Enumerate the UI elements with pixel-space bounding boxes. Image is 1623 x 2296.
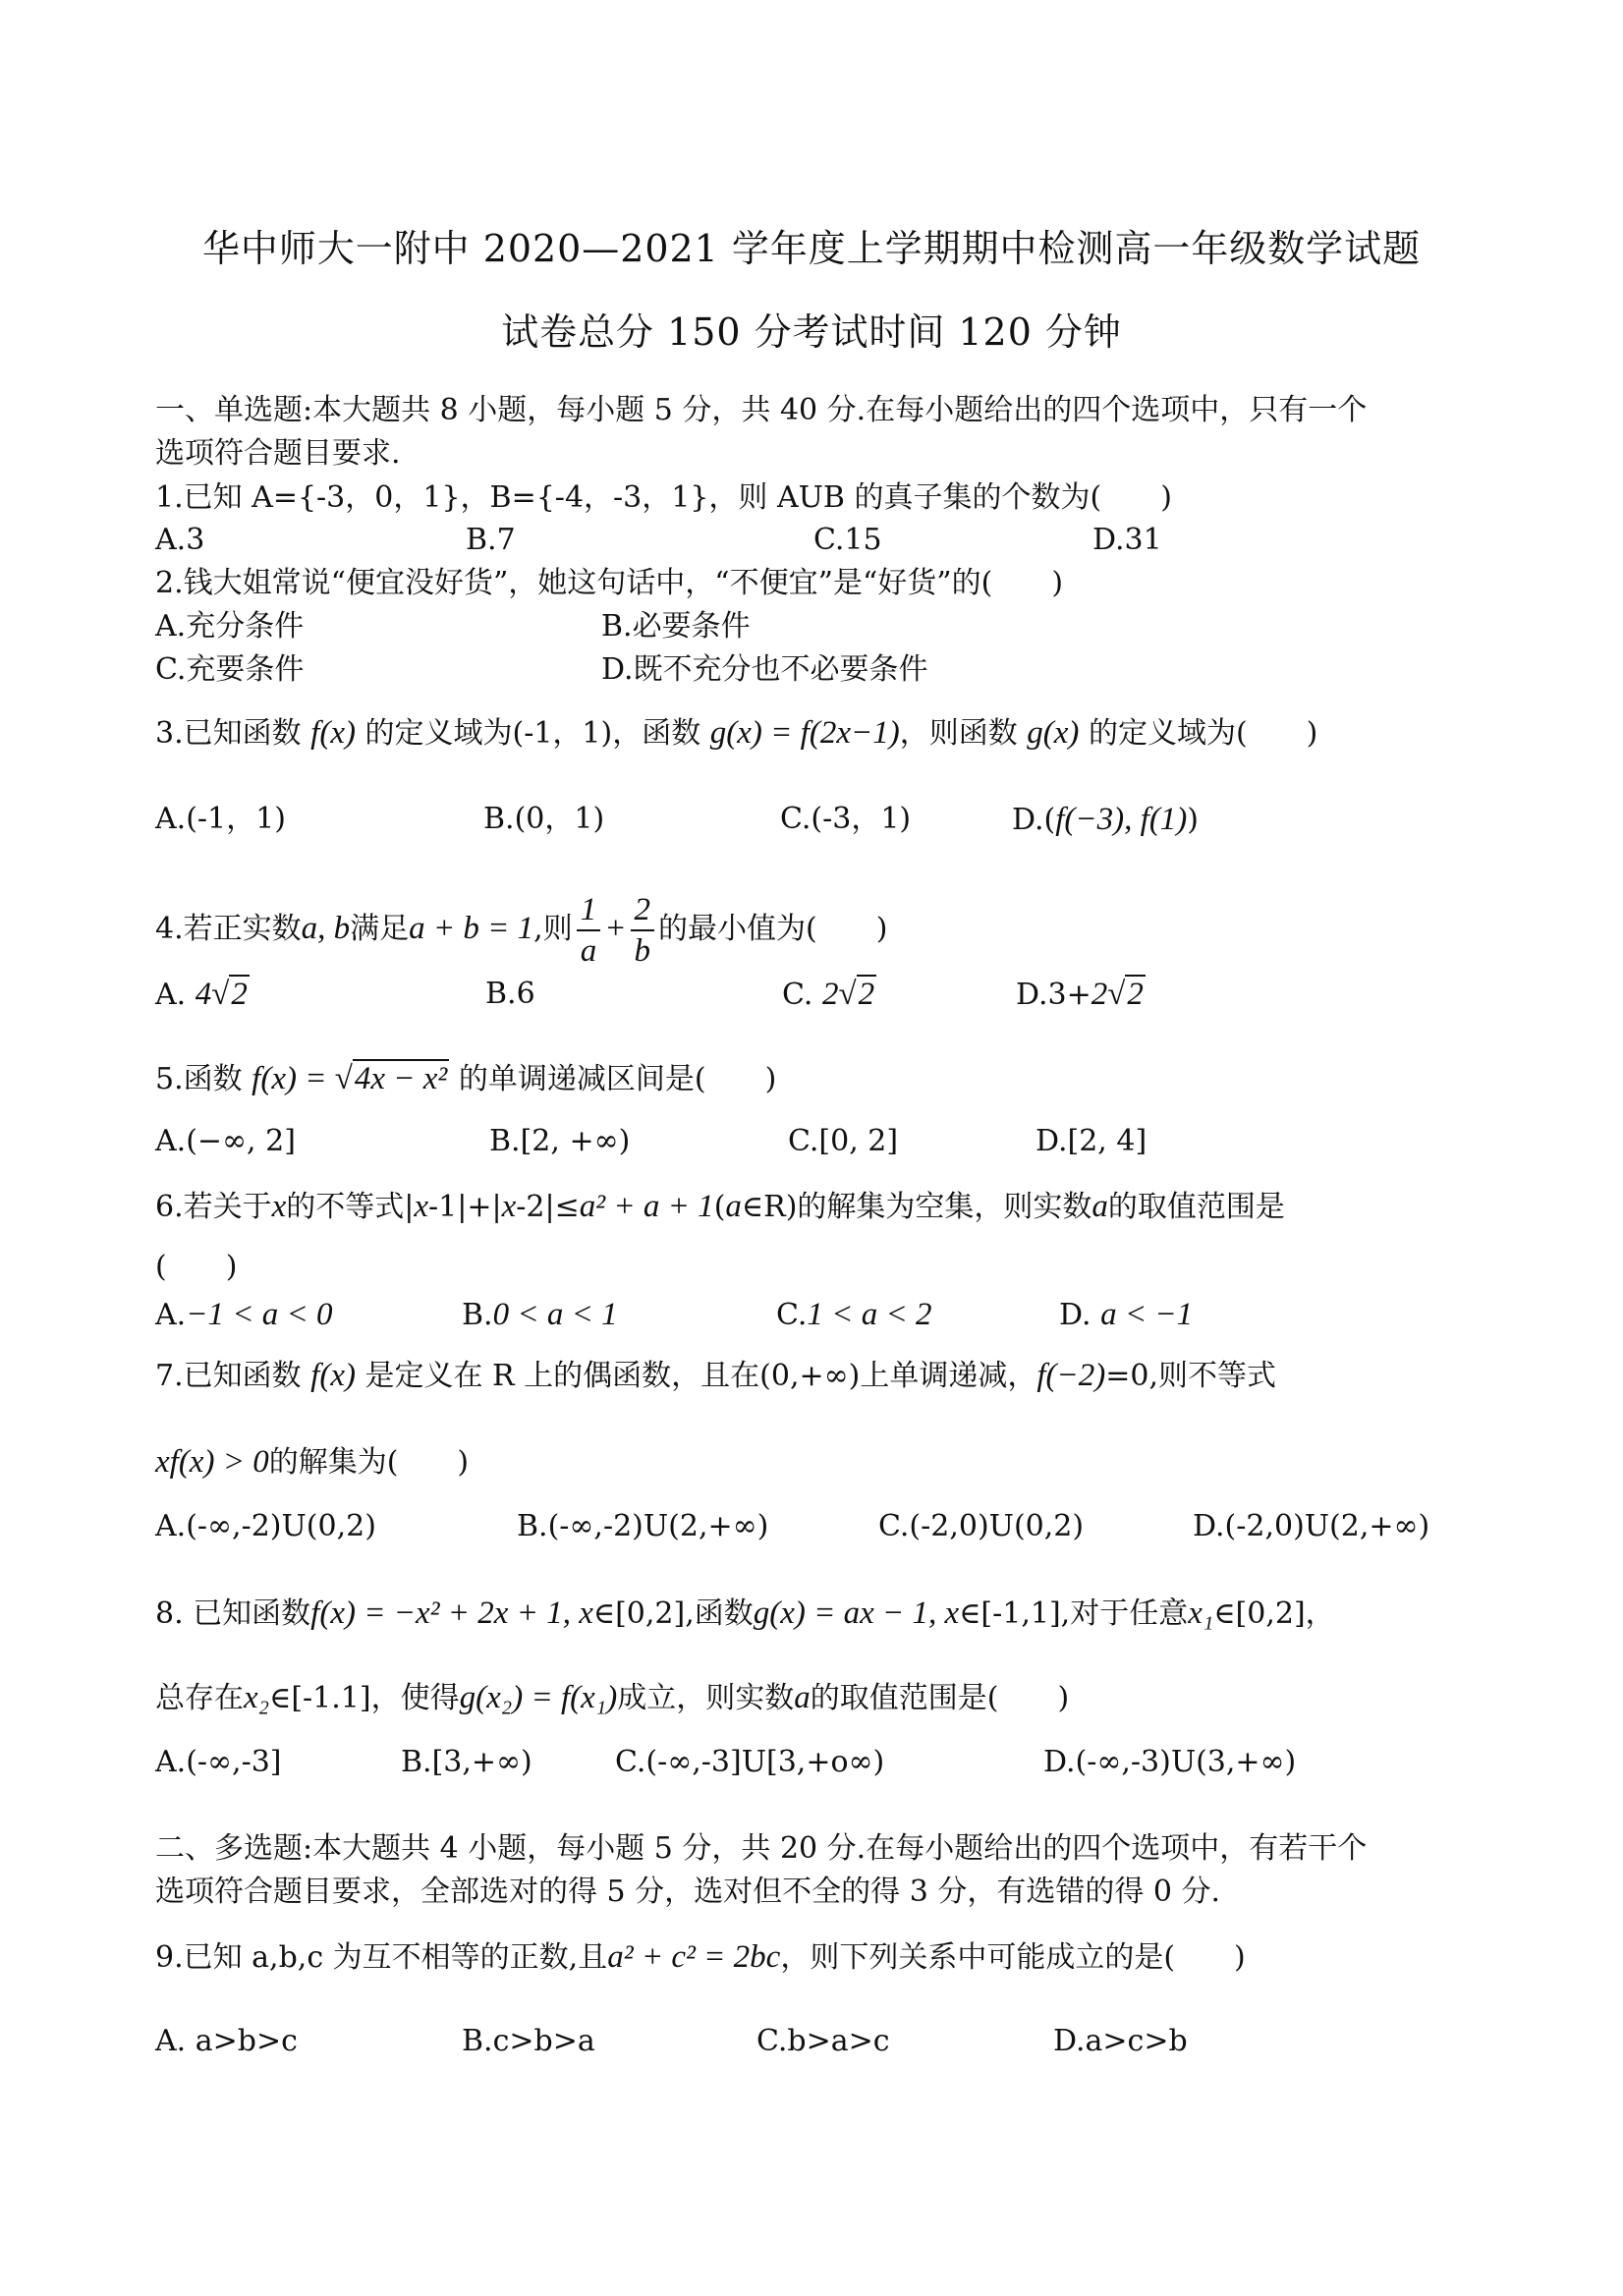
q2-option-b: B.必要条件 bbox=[601, 609, 751, 644]
q3-stem: 3.已知函数 f(x) 的定义域为(-1，1)，函数 g(x) = f(2x−1)，则函数 g(x) 的定义域为( ) bbox=[155, 715, 1318, 751]
q9-option-b: B.c>b>a bbox=[462, 2024, 595, 2058]
q8-option-c: C.(-∞,-3]U[3,+o∞) bbox=[615, 1745, 885, 1779]
q4-option-d: D.3+2√2 bbox=[1016, 977, 1144, 1012]
q9-option-a: A. a>b>c bbox=[155, 2024, 298, 2058]
q4-option-a: A. 4√2 bbox=[155, 977, 248, 1012]
q5-stem: 5.函数 f(x) = √4x − x² 的单调递减区间是( ) bbox=[155, 1061, 777, 1096]
q3-option-d: D.(f(−3), f(1)) bbox=[1012, 802, 1200, 837]
q1-option-a: A.3 bbox=[155, 523, 205, 557]
q6-option-a: A.−1 < a < 0 bbox=[155, 1297, 333, 1332]
exam-subtitle: 试卷总分 150 分考试时间 120 分钟 bbox=[501, 310, 1122, 354]
section2-intro-line2: 选项符合题目要求，全部选对的得 5 分，选对但不全的得 3 分，有选错的得 0 分. bbox=[155, 1875, 1221, 1909]
q6-stem: 6.若关于x的不等式|x-1|+|x-2|≤a² + a + 1(a∈R)的解集为空集，则实数a的取值范围是 bbox=[155, 1189, 1285, 1224]
section1-intro-line1: 一、单选题:本大题共 8 小题，每小题 5 分，共 40 分.在每小题给出的四个选项中，只有一个 bbox=[155, 393, 1368, 427]
q1-option-b: B.7 bbox=[466, 523, 516, 557]
q2-option-a: A.充分条件 bbox=[155, 609, 305, 644]
q4-fraction-1: $\frac{1}{a}$ bbox=[577, 890, 601, 971]
section1-intro-line2: 选项符合题目要求. bbox=[155, 436, 401, 471]
q4-option-c: C. 2√2 bbox=[782, 977, 875, 1012]
q7-stem-line2: xf(x) > 0的解集为( ) bbox=[155, 1444, 470, 1480]
q3-option-a: A.(-1，1) bbox=[155, 802, 286, 836]
q7-stem: 7.已知函数 f(x) 是定义在 R 上的偶函数，且在(0,+∞)上单调递减，f(−2)=0,则不等式 bbox=[155, 1358, 1277, 1393]
q6-option-b: B.0 < a < 1 bbox=[462, 1297, 618, 1332]
q8-stem: 8. 已知函数f(x) = −x² + 2x + 1, x∈[0,2],函数g(x) = ax − 1, x∈[-1,1],对于任意x₁∈[0,2]， bbox=[155, 1596, 1335, 1631]
q3-option-c: C.(-3，1) bbox=[780, 802, 912, 836]
q4-option-b: B.6 bbox=[485, 977, 535, 1011]
q9-option-d: D.a>c>b bbox=[1053, 2024, 1188, 2058]
q7-option-a: A.(-∞,-2)U(0,2) bbox=[155, 1509, 376, 1543]
q7-option-c: C.(-2,0)U(0,2) bbox=[878, 1509, 1085, 1543]
q6-stem-line2: ( ) bbox=[155, 1250, 238, 1284]
q7-option-b: B.(-∞,-2)U(2,+∞) bbox=[517, 1509, 769, 1543]
q8-option-a: A.(-∞,-3] bbox=[155, 1745, 282, 1779]
section2-intro-line1: 二、多选题:本大题共 4 小题，每小题 5 分，共 20 分.在每小题给出的四个选项中，有若干个 bbox=[155, 1831, 1368, 1866]
q4-stem: 4.若正实数a, b满足a + b = 1,则 $\frac{1}{a}$ + $\frac{2}{b}$ 的最小值为( ) bbox=[155, 892, 888, 969]
q8-stem-line2: 总存在x₂∈[-1.1]，使得g(x₂) = f(x₁)成立，则实数a的取值范围是( ) bbox=[155, 1680, 1070, 1715]
q6-option-d: D. a < −1 bbox=[1059, 1297, 1194, 1332]
q5-option-b: B.[2, +∞) bbox=[489, 1124, 631, 1158]
q6-option-c: C.1 < a < 2 bbox=[776, 1297, 932, 1332]
q5-option-a: A.(−∞, 2] bbox=[155, 1124, 296, 1158]
q9-stem: 9.已知 a,b,c 为互不相等的正数,且a² + c² = 2bc，则下列关系中可能成立的是( ) bbox=[155, 1939, 1246, 1975]
q8-option-b: B.[3,+∞) bbox=[401, 1745, 532, 1779]
q4-fraction-2: $\frac{2}{b}$ bbox=[631, 890, 655, 971]
exam-title: 华中师大一附中 2020—2021 学年度上学期期中检测高一年级数学试题 bbox=[201, 227, 1422, 270]
q3-option-b: B.(0，1) bbox=[483, 802, 605, 836]
q1-stem: 1.已知 A={-3，0，1}，B={-4，-3，1}，则 AUB 的真子集的个数为( ) bbox=[155, 480, 1172, 515]
q5-option-d: D.[2, 4] bbox=[1035, 1124, 1147, 1158]
q5-option-c: C.[0, 2] bbox=[788, 1124, 899, 1158]
q2-option-d: D.既不充分也不必要条件 bbox=[601, 652, 928, 687]
q1-option-d: D.31 bbox=[1092, 523, 1162, 557]
q2-option-c: C.充要条件 bbox=[155, 652, 305, 687]
q9-option-c: C.b>a>c bbox=[756, 2024, 890, 2058]
q8-option-d: D.(-∞,-3)U(3,+∞) bbox=[1043, 1745, 1297, 1779]
q1-option-c: C.15 bbox=[813, 523, 882, 557]
q2-stem: 2.钱大姐常说“便宜没好货”，她这句话中，“不便宜”是“好货”的( ) bbox=[155, 566, 1064, 600]
q7-option-d: D.(-2,0)U(2,+∞) bbox=[1193, 1509, 1430, 1543]
